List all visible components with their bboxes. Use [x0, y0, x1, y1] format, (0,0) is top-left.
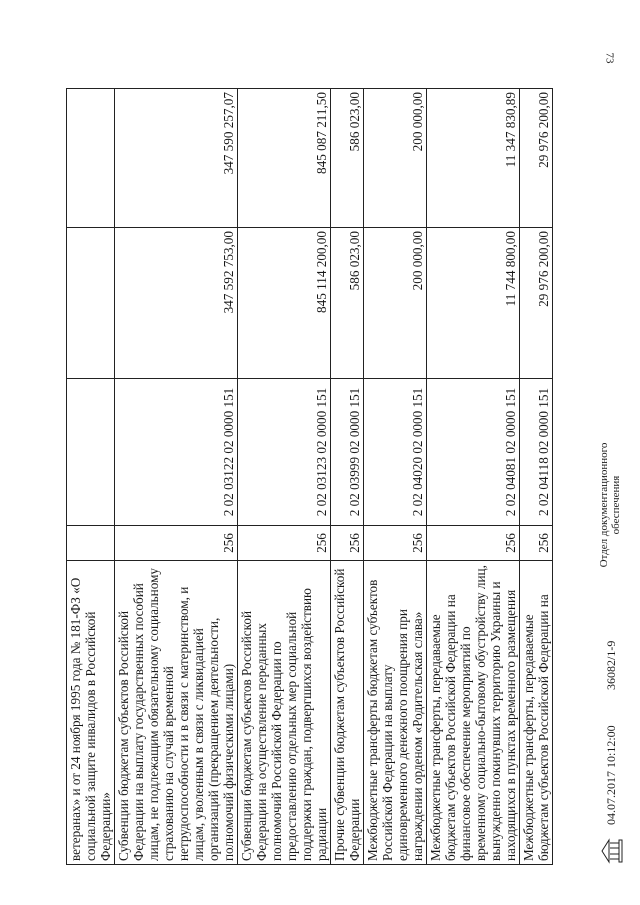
row-amount-planned: 586 023,00 [331, 228, 364, 379]
table-row [67, 89, 115, 865]
row-description: Субвенции бюджетам субъектов Российской Федерации на осуществление переданных полномочий Российской Федерации по предоставлению отдельных мер социальной поддержки граждан, подвергшихся воздействию радиации [238, 561, 331, 865]
row-kbk: 2 02 03123 02 0000 151 [238, 379, 331, 526]
row-description: Межбюджетные трансферты бюджетам субъектов Российской Федерации на выплату единовременного денежного поощрения при награждении орденом «Родительская слава» [364, 561, 427, 865]
row-code: 256 [427, 526, 520, 561]
row-code: 256 [331, 526, 364, 561]
table-row [238, 89, 331, 865]
row-description: Прочие субвенции бюджетам субъектов Российской Федерации [331, 561, 364, 865]
row-amount-actual: 11 347 830,89 [427, 89, 520, 228]
row-amount-actual: 347 590 257,07 [115, 89, 238, 228]
table-row [115, 89, 238, 865]
row-amount-actual: 586 023,00 [331, 89, 364, 228]
row-amount-actual: 200 000,00 [364, 89, 427, 228]
row-kbk: 2 02 03122 02 0000 151 [115, 379, 238, 526]
footer-timestamp: 04.07.2017 10:12:00 [604, 725, 618, 825]
page-footer [598, 98, 628, 865]
table-row [331, 89, 364, 865]
row-amount-actual: 29 976 200,00 [520, 89, 553, 228]
row-kbk [67, 379, 115, 526]
row-description: Субвенции бюджетам субъектов Российской Федерации на выплату государственных пособий лицам, не подлежащим обязательному социальному страхованию на случай временной нетрудоспособности и в связи с материнством, и лицам, уволенным в связи с ликвидацией организаций (прекращением деятельности, полномочий физическими лицами) [115, 561, 238, 865]
row-amount-actual [67, 89, 115, 228]
row-amount-planned [67, 228, 115, 379]
row-kbk: 2 02 04020 02 0000 151 [364, 379, 427, 526]
row-kbk: 2 02 03999 02 0000 151 [331, 379, 364, 526]
table-row [364, 89, 427, 865]
building-emblem-icon [600, 837, 624, 865]
row-amount-actual: 845 087 211,50 [238, 89, 331, 228]
row-amount-planned: 347 592 753,00 [115, 228, 238, 379]
footer-doc-number: 36082/1-9 [604, 640, 618, 690]
table-row [427, 89, 520, 865]
page-number: 73 [603, 52, 616, 64]
row-code: 256 [364, 526, 427, 561]
row-code [67, 526, 115, 561]
row-description: Межбюджетные трансферты, передаваемые бюджетам субъектов Российской Федерации на финансовое обеспечение мероприятий по временному социально-бытовому обустройству лиц, вынужденно покинувших территорию Украины и находящихся в пунктах временного размещения [427, 561, 520, 865]
budget-table [66, 88, 553, 865]
row-kbk: 2 02 04081 02 0000 151 [427, 379, 520, 526]
row-amount-planned: 29 976 200,00 [520, 228, 553, 379]
row-code: 256 [115, 526, 238, 561]
row-description: Межбюджетные трансферты, передаваемые бюджетам субъектов Российской Федерации на [520, 561, 553, 865]
row-amount-planned: 200 000,00 [364, 228, 427, 379]
footer-department: Отдел документационного обеспечения [598, 442, 622, 568]
row-code: 256 [238, 526, 331, 561]
table-row [520, 89, 553, 865]
row-amount-planned: 845 114 200,00 [238, 228, 331, 379]
row-code: 256 [520, 526, 553, 561]
row-description: ветеранах» и от 24 ноября 1995 года № 181-ФЗ «О социальной защите инвалидов в Российской Федерации» [67, 561, 115, 865]
row-amount-planned: 11 744 800,00 [427, 228, 520, 379]
row-kbk: 2 02 04118 02 0000 151 [520, 379, 553, 526]
